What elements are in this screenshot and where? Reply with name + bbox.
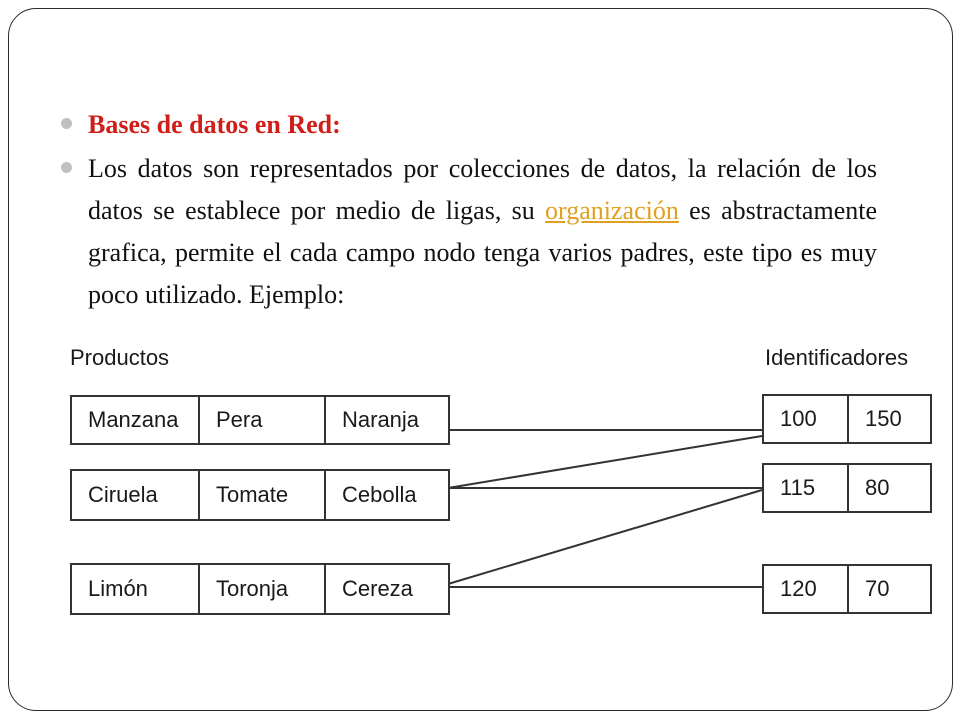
- identifier-cell: 80: [847, 465, 930, 511]
- identifier-cell: 150: [847, 396, 930, 442]
- product-cell: Naranja: [324, 397, 448, 443]
- product-cell: Limón: [88, 576, 148, 601]
- slide-text: [61, 104, 877, 349]
- product-row-2: [70, 469, 450, 521]
- product-cell: Cereza: [324, 565, 448, 613]
- identifier-row-3: [762, 564, 932, 614]
- identifier-cell: 115: [780, 475, 816, 500]
- product-cell: Manzana: [88, 407, 179, 432]
- product-cell: Tomate: [198, 471, 324, 519]
- identifier-cell: 100: [780, 406, 817, 431]
- heading-text: Bases de datos en Red:: [88, 110, 341, 139]
- productos-label: Productos: [70, 345, 170, 370]
- product-row-3: [70, 563, 450, 615]
- identifier-row-2: [762, 463, 932, 513]
- link-cereza-115: [448, 490, 762, 584]
- slide-paragraph: [61, 148, 877, 316]
- product-cell: Pera: [198, 397, 324, 443]
- product-row-1: [70, 395, 450, 445]
- identificadores-label: Identificadores: [765, 345, 909, 370]
- identifier-cell: 120: [780, 576, 817, 601]
- paragraph-text-2: es abstractamente grafica, permite el cada campo nodo tenga varios padres, este tipo es muy poco utilizado. Ejemplo:: [88, 196, 877, 309]
- identifier-cell: 70: [847, 566, 930, 612]
- product-cell: Toronja: [198, 565, 324, 613]
- network-diagram: [60, 335, 940, 625]
- product-cell: Cebolla: [324, 471, 448, 519]
- slide-heading: [61, 104, 877, 146]
- paragraph-text-1: Los datos son representados por colecciones de datos, la relación de los datos se establece por medio de ligas, su: [88, 154, 877, 225]
- link-cebolla-100: [448, 436, 762, 488]
- identifier-row-1: [762, 394, 932, 444]
- product-cell: Ciruela: [88, 482, 158, 507]
- organizacion-link[interactable]: organización: [545, 196, 679, 225]
